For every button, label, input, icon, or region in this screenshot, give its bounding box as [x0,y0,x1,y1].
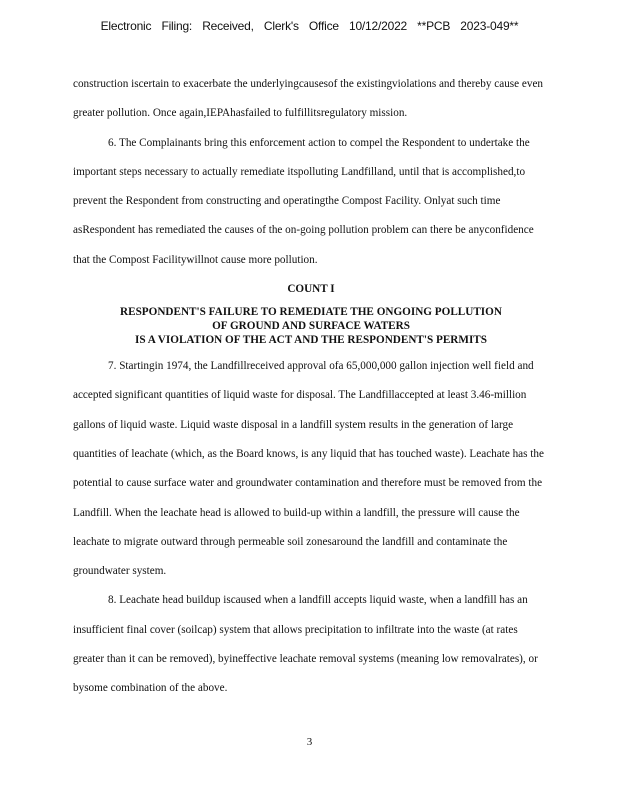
count-heading-line-1: RESPONDENT'S FAILURE TO REMEDIATE THE ONGOING POLLUTION [120,306,502,319]
count-heading-line-3: IS A VIOLATION OF THE ACT AND THE RESPONDENT'S PERMITS [135,334,487,347]
count-heading-line-2: OF GROUND AND SURFACE WATERS [212,320,410,333]
page-number: 3 [306,736,313,748]
count-heading [73,305,549,347]
paragraph-6: 6. The Complainants bring this enforcement action to compel the Respondent to undertake the important steps necessary to actually remediate itspolluting Landfilland, until that is accomplished,to prevent the Respondent from constructing and operatingthe Compost Facility. Onlyat such time asRespondent has remediated the causes of the on-going pollution problem can there be anyconfidence that the Compost Facilitywillnot cause more pollution. [73,136,534,266]
document-body [73,70,549,704]
count-label: COUNT I [287,283,335,296]
paragraph-continuation: construction iscertain to exacerbate the underlyingcausesof the existingviolations and thereby cause even greater pollution. Once again,IEPAhasfailed to fulfillitsregulatory mission. [73,78,544,120]
paragraph-7: 7. Startingin 1974, the Landfillreceived approval ofa 65,000,000 gallon injection well field and accepted significant quantities of liquid waste for disposal. The Landfillaccepted at least 3.46-million gallons of liquid waste. Liquid waste disposal in a landfill system results in the generation of large quantities of leachate (which, as the Board knows, is any liquid that has touched waste). Leachate has the potential to cause surface water and groundwater contamination and therefore must be removed from the Landfill. When the leachate head is allowed to build-up within a landfill, the pressure will cause the leachate to migrate outward through permeable soil zonesaround the landfill and contaminate the groundwater system. [73,360,544,578]
paragraph-8: 8. Leachate head buildup iscaused when a landfill accepts liquid waste, when a landfill has an insufficient final cover (soilcap) system that allows precipitation to infiltrate into the waste (at rates greater than it can be removed), byineffective leachate removal systems (meaning low removalrates), or bysome combination of the above. [73,594,538,695]
filing-stamp-header: Electronic Filing: Received, Clerk's Office 10/12/2022 **PCB 2023-049** [100,19,519,33]
